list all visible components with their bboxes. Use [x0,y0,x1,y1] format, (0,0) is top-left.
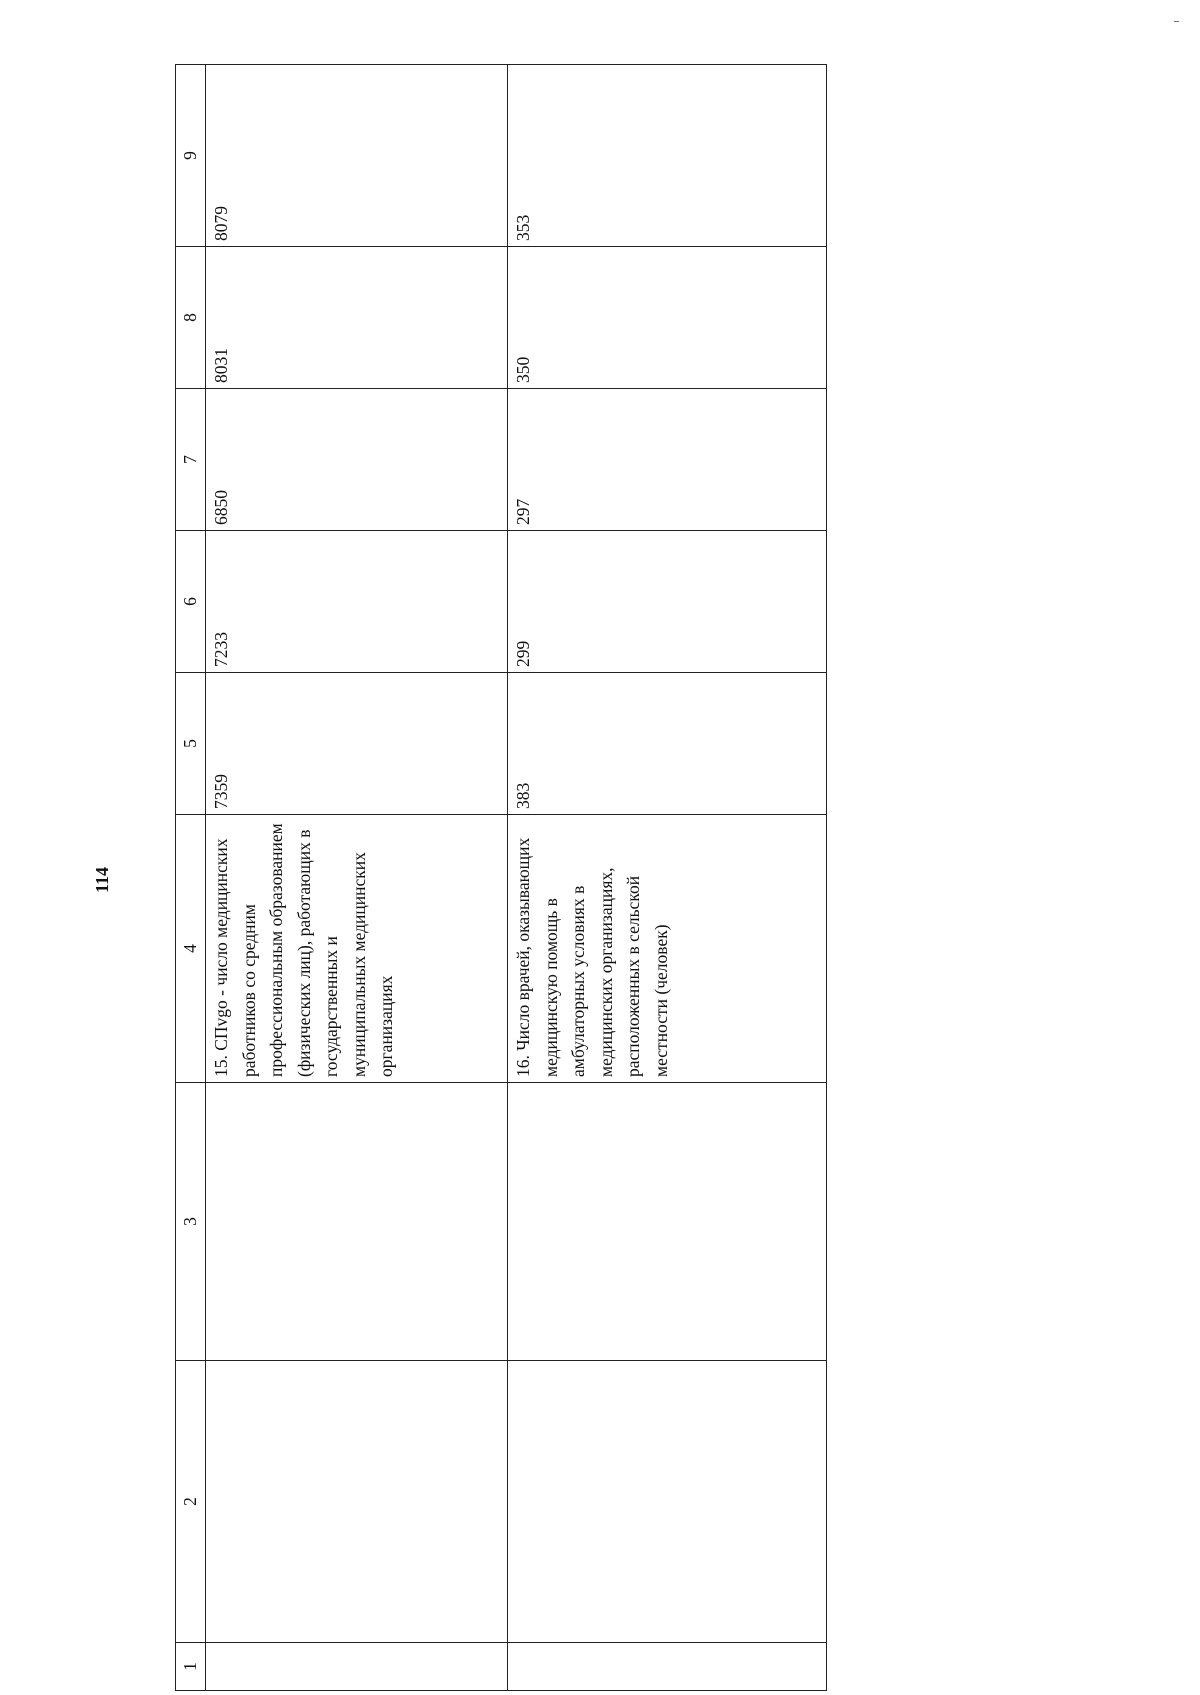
column-number-1: 1 [176,1643,206,1691]
cell-col-2 [508,1361,827,1643]
column-number-row [176,65,206,1691]
column-number-9: 9 [176,65,206,247]
value-col-6: 7233 [206,531,508,673]
cell-col-3 [508,1083,827,1361]
page-number: 114 [92,867,112,894]
cell-col-2 [206,1361,508,1643]
cell-col-1 [206,1643,508,1691]
value-col-7: 6850 [206,389,508,531]
value-col-5: 7359 [206,673,508,815]
value-col-8: 350 [508,247,827,389]
cell-col-1 [508,1643,827,1691]
value-col-5: 383 [508,673,827,815]
indicator-description: 16. Число врачей, оказывающих медицинскую помощь в амбулаторных условиях в медицинских организациях, расположенных в сельской местности (человек) [508,815,827,1083]
indicator-table [175,64,827,1691]
column-number-8: 8 [176,247,206,389]
value-col-6: 299 [508,531,827,673]
cell-col-3 [206,1083,508,1361]
table-container [175,65,827,1691]
value-col-7: 297 [508,389,827,531]
table-row-16 [508,65,827,1691]
column-number-3: 3 [176,1083,206,1361]
indicator-description: 15. СПvgo - число медицинских работников со средним профессиональным образованием (физических лиц), работающих в государственных и муниципальных медицинских организациях [206,815,508,1083]
scan-mark [1174,21,1179,22]
value-col-9: 353 [508,65,827,247]
value-col-9: 8079 [206,65,508,247]
column-number-7: 7 [176,389,206,531]
column-number-2: 2 [176,1361,206,1643]
column-number-5: 5 [176,673,206,815]
value-col-8: 8031 [206,247,508,389]
table-row-15 [206,65,508,1691]
rotated-table [175,65,827,1691]
column-number-6: 6 [176,531,206,673]
column-number-4: 4 [176,815,206,1083]
